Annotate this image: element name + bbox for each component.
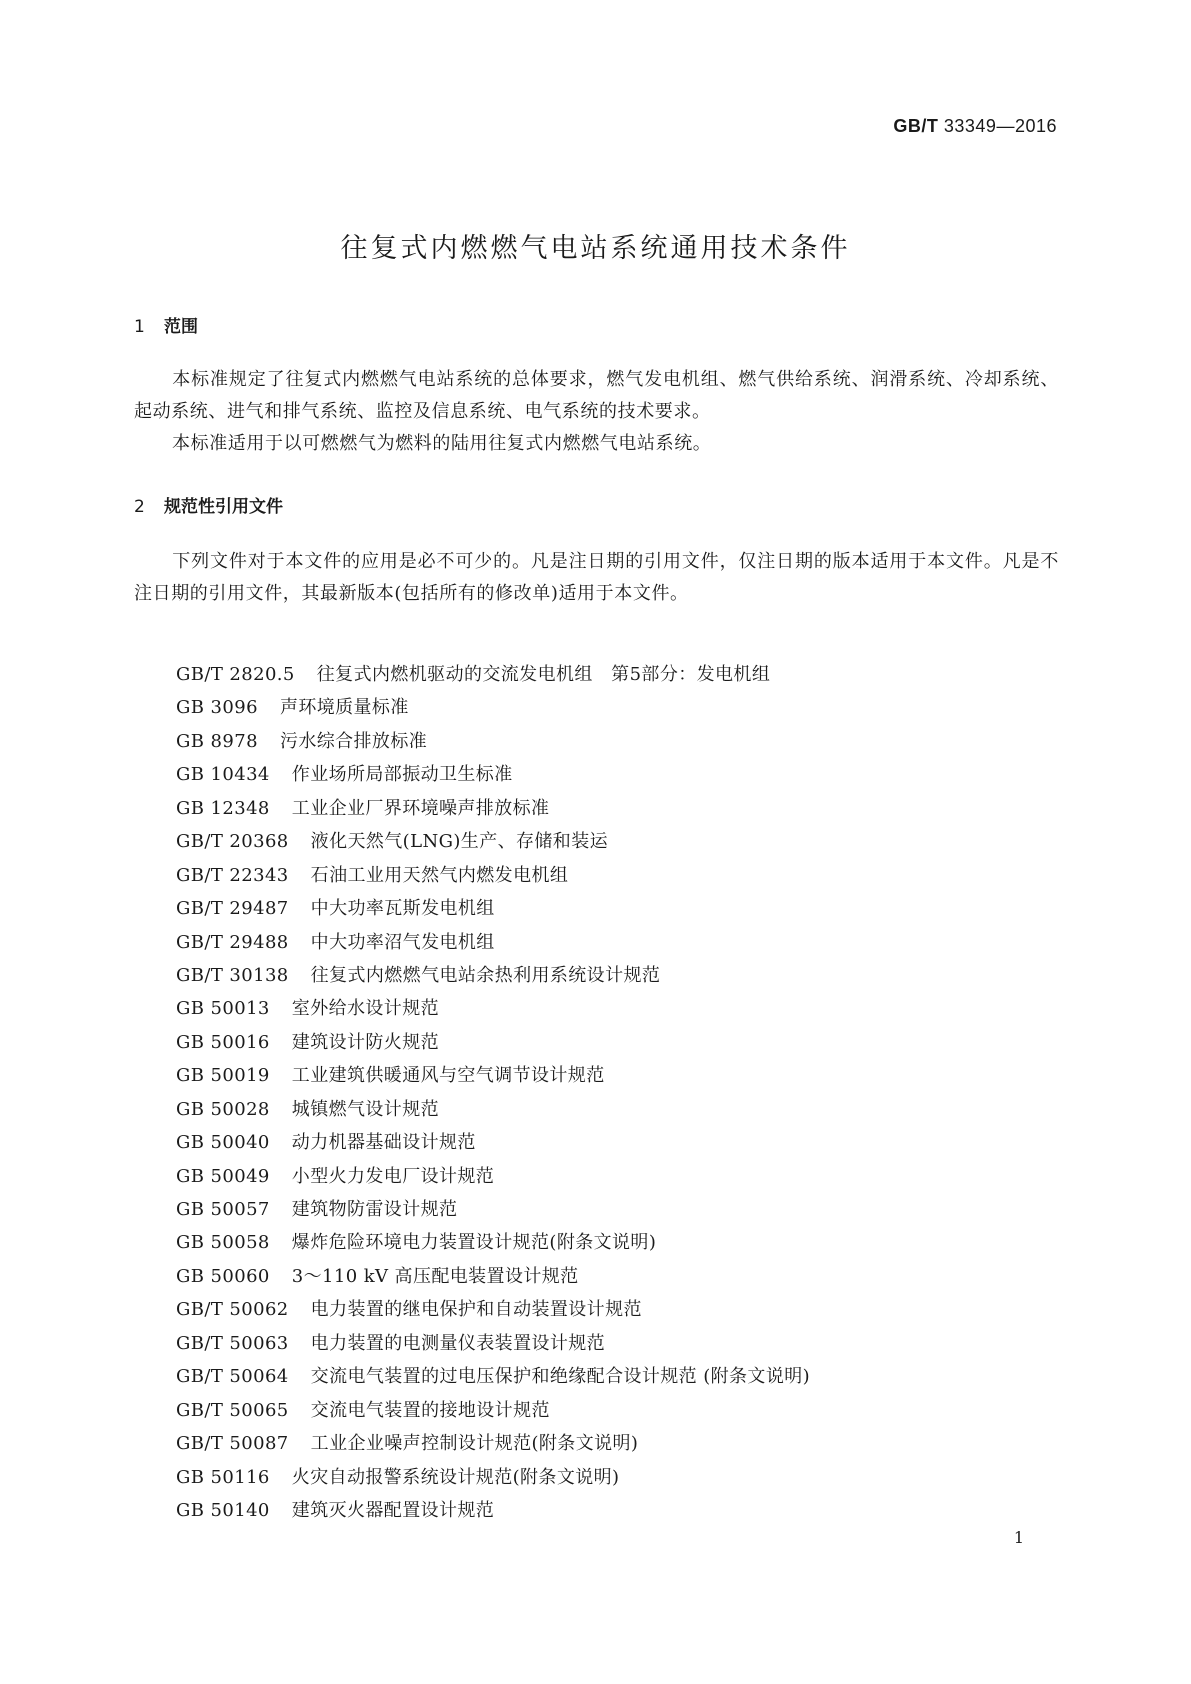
section-1-paragraph-2-text: 本标准适用于以可燃燃气为燃料的陆用往复式内燃燃气电站系统。 [172,433,712,454]
reference-code: GB/T 29487 [176,898,289,920]
reference-item [176,758,810,791]
reference-title: 往复式内燃机驱动的交流发电机组 第5部分：发电机组 [316,664,771,685]
reference-title: 建筑物防雷设计规范 [291,1199,458,1220]
reference-code: GB/T 50065 [176,1399,289,1421]
page-number: 1 [1013,1528,1024,1547]
reference-item [176,1394,810,1427]
reference-code: GB/T 29488 [176,931,289,953]
document-code-prefix: GB/T [893,116,939,136]
reference-code: GB 50016 [176,1031,270,1053]
reference-code: GB 50049 [176,1165,270,1187]
reference-item [176,1126,810,1159]
reference-code: GB/T 50087 [176,1433,289,1455]
section-2-number: 2 [134,497,145,517]
reference-item [176,1093,810,1126]
reference-title: 石油工业用天然气内燃发电机组 [310,864,569,886]
reference-title: 爆炸危险环境电力装置设计规范(附条文说明) [291,1232,657,1254]
reference-code: GB 50013 [176,998,270,1020]
reference-title: 工业建筑供暖通风与空气调节设计规范 [291,1065,605,1087]
reference-item [176,859,810,892]
reference-item [176,1461,810,1494]
reference-title: 城镇燃气设计规范 [291,1098,439,1120]
reference-code: GB/T 50064 [176,1366,289,1388]
reference-item [176,892,810,925]
reference-title: 中大功率瓦斯发电机组 [310,898,495,920]
reference-code: GB 3096 [176,697,258,719]
section-1-title: 范围 [164,317,198,337]
reference-code: GB 12348 [176,797,270,819]
document-code [893,116,1057,137]
reference-title: 电力装置的电测量仪表装置设计规范 [310,1332,606,1354]
reference-code: GB/T 20368 [176,831,289,853]
reference-item [176,1226,810,1259]
reference-title: 中大功率沼气发电机组 [310,931,495,953]
reference-title: 交流电气装置的过电压保护和绝缘配合设计规范 (附条文说明) [310,1366,811,1388]
reference-title: 工业企业噪声控制设计规范(附条文说明) [310,1433,639,1455]
reference-item [176,1026,810,1059]
reference-code: GB 50057 [176,1199,270,1220]
section-2-title: 规范性引用文件 [164,497,283,517]
reference-code: GB 10434 [176,764,270,786]
reference-title: 建筑灭火器配置设计规范 [291,1499,495,1521]
reference-title: 液化天然气(LNG)生产、存储和装运 [310,831,608,853]
reference-code: GB/T 22343 [176,864,289,886]
reference-code: GB 8978 [176,730,258,752]
reference-item [176,1327,810,1360]
reference-title: 3～110 kV 高压配电装置设计规范 [291,1265,579,1287]
reference-title: 室外给水设计规范 [291,998,439,1020]
reference-item [176,691,810,724]
reference-title: 声环境质量标准 [279,697,409,719]
section-2-intro-text: 下列文件对于本文件的应用是必不可少的。凡是注日期的引用文件，仅注日期的版本适用于本文件。凡是不注日期的引用文件，其最新版本(包括所有的修改单)适用于本文件。 [134,551,1059,604]
reference-code: GB/T 2820.5 [176,664,295,685]
reference-title: 火灾自动报警系统设计规范(附条文说明) [291,1466,620,1488]
reference-item [176,1059,810,1092]
reference-title: 作业场所局部振动卫生标准 [291,764,513,786]
reference-item [176,825,810,858]
reference-code: GB 50060 [176,1265,270,1287]
reference-code: GB 50116 [176,1466,270,1488]
section-2-intro [134,546,1059,610]
reference-code: GB/T 50063 [176,1332,289,1354]
reference-item [176,1160,810,1193]
reference-code: GB 50019 [176,1065,270,1087]
section-1-paragraph-1-text: 本标准规定了往复式内燃燃气电站系统的总体要求，燃气发电机组、燃气供给系统、润滑系统、冷却系统、起动系统、进气和排气系统、监控及信息系统、电气系统的技术要求。 [134,369,1059,422]
reference-title: 工业企业厂界环境噪声排放标准 [291,797,550,819]
reference-title: 动力机器基础设计规范 [291,1132,476,1154]
reference-item [176,992,810,1025]
reference-code: GB/T 30138 [176,964,289,986]
normative-references-list [176,658,810,1527]
section-1-number: 1 [134,317,145,337]
reference-title: 电力装置的继电保护和自动装置设计规范 [310,1299,642,1321]
reference-code: GB 50140 [176,1499,270,1521]
reference-item [176,1494,810,1527]
reference-item [176,658,810,691]
reference-code: GB 50028 [176,1098,270,1120]
section-1-heading [134,312,198,337]
reference-item [176,725,810,758]
reference-title: 小型火力发电厂设计规范 [291,1165,495,1187]
reference-title: 往复式内燃燃气电站余热利用系统设计规范 [310,964,661,986]
reference-code: GB 50040 [176,1132,270,1154]
document-title: 往复式内燃燃气电站系统通用技术条件 [340,233,851,264]
section-2-heading [134,492,283,517]
reference-item [176,792,810,825]
reference-item [176,1193,810,1226]
reference-title: 污水综合排放标准 [279,730,428,752]
reference-item [176,1260,810,1293]
section-1-paragraph-2 [134,428,1059,460]
reference-item [176,1360,810,1393]
reference-item [176,1427,810,1460]
document-code-number: 33349—2016 [943,116,1057,136]
reference-code: GB/T 50062 [176,1299,289,1321]
reference-code: GB 50058 [176,1232,270,1254]
reference-item [176,926,810,959]
reference-title: 交流电气装置的接地设计规范 [310,1399,550,1421]
reference-item [176,1293,810,1326]
reference-item [176,959,810,992]
section-1-paragraph-1 [134,364,1059,428]
reference-title: 建筑设计防火规范 [291,1031,439,1053]
